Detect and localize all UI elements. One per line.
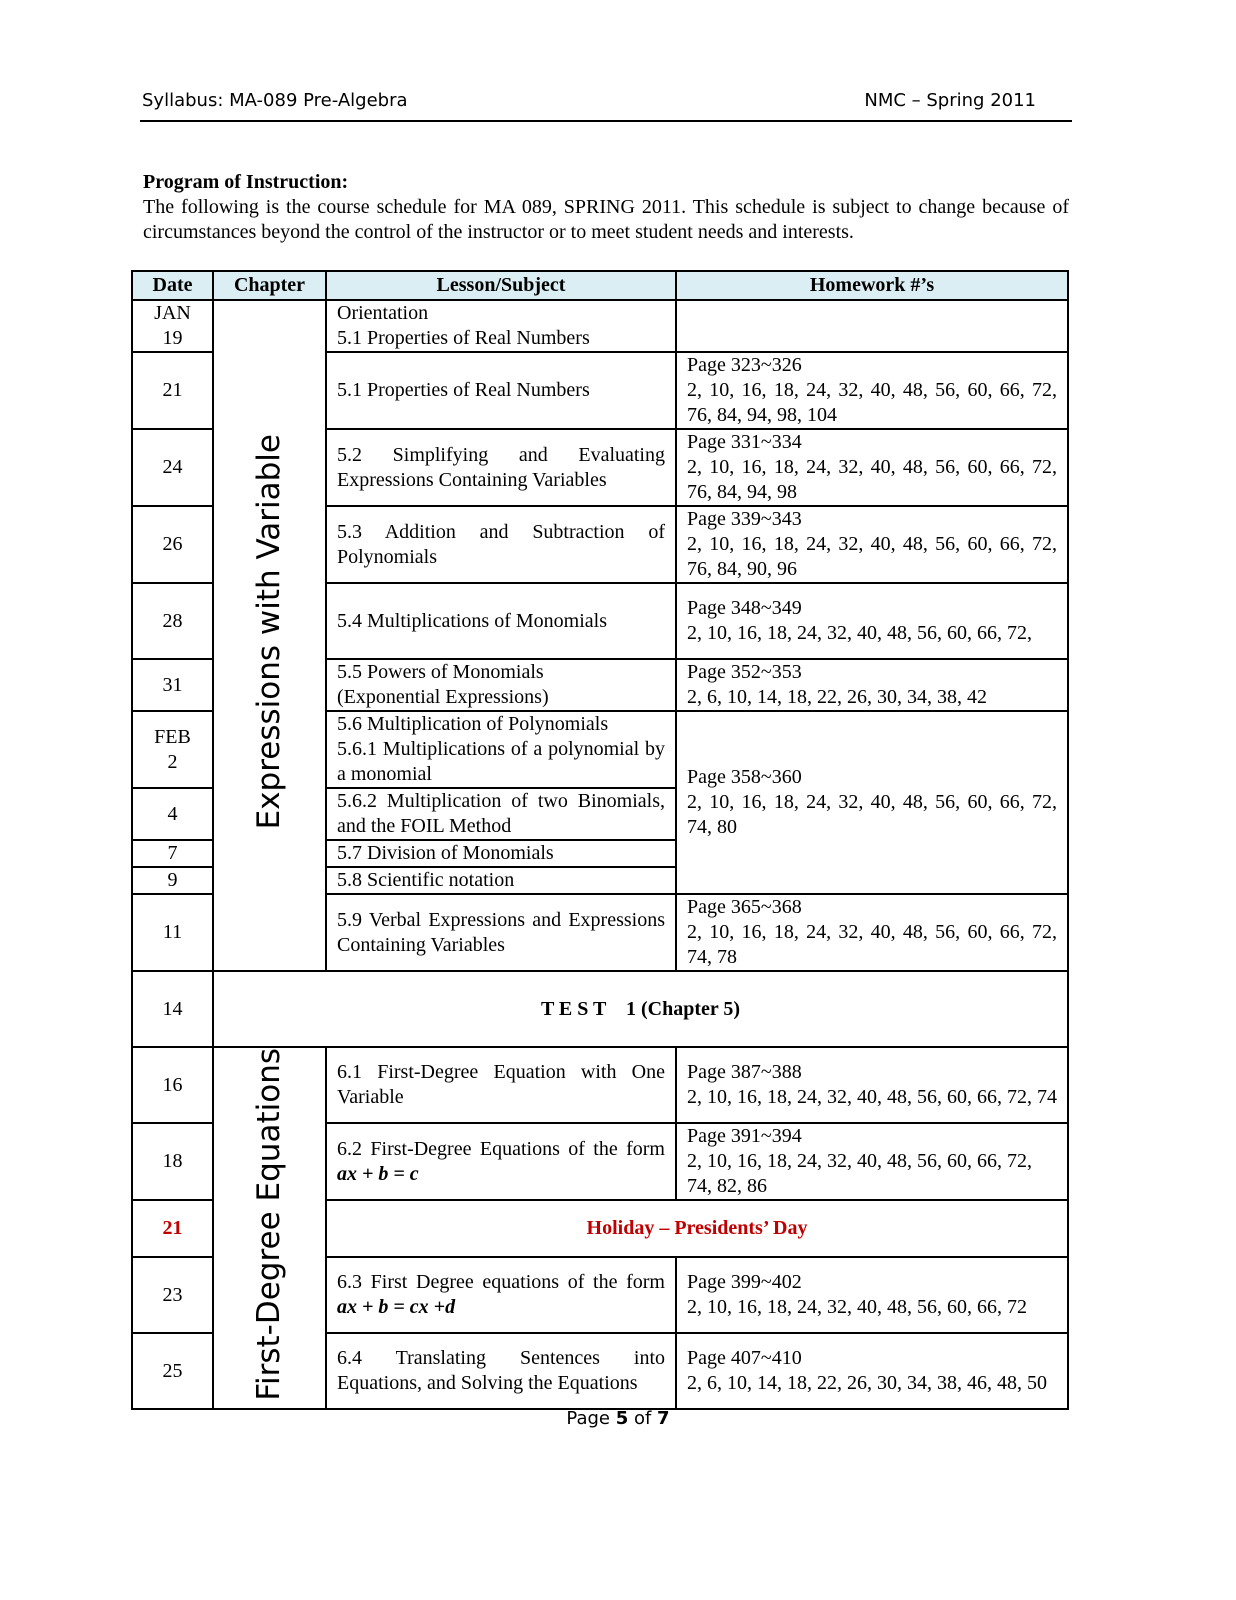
date-cell: FEB 2 <box>132 711 213 788</box>
col-lesson: Lesson/Subject <box>326 271 676 300</box>
date-cell: 9 <box>132 867 213 894</box>
homework-cell: Page 331~334 2, 10, 16, 18, 24, 32, 40, 48, 56, 60, 66, 72, 76, 84, 94, 98 <box>676 429 1068 506</box>
lesson-cell: 5.5 Powers of Monomials (Exponential Expressions) <box>326 659 676 711</box>
date-cell: 16 <box>132 1047 213 1123</box>
intro-text: The following is the course schedule for MA 089, SPRING 2011. This schedule is subject to change because of circumstances beyond the control of the instructor or to meet student needs and interests. <box>143 196 1069 243</box>
page-number: Page 5 of 7 <box>566 1408 670 1429</box>
date-cell: 11 <box>132 894 213 971</box>
date-cell: 26 <box>132 506 213 583</box>
homework-cell: Page 407~410 2, 6, 10, 14, 18, 22, 26, 30, 34, 38, 46, 48, 50 <box>676 1333 1068 1409</box>
table-row <box>132 1047 1068 1123</box>
chapter-label: First-Degree Equations <box>251 1048 287 1401</box>
header-term: NMC – Spring 2011 <box>864 90 1036 111</box>
date-cell: 7 <box>132 840 213 867</box>
lesson-cell: 5.9 Verbal Expressions and Expressions Containing Variables <box>326 894 676 971</box>
homework-cell: Page 391~394 2, 10, 16, 18, 24, 32, 40, 48, 56, 60, 66, 72, 74, 82, 86 <box>676 1123 1068 1200</box>
lesson-cell: Orientation 5.1 Properties of Real Numbers <box>326 300 676 352</box>
table-row-test <box>132 971 1068 1047</box>
homework-cell: Page 387~388 2, 10, 16, 18, 24, 32, 40, 48, 56, 60, 66, 72, 74 <box>676 1047 1068 1123</box>
lesson-cell: 5.6 Multiplication of Polynomials 5.6.1 Multiplications of a polynomial by a monomial <box>326 711 676 788</box>
formula: ax + b = cx +d <box>337 1296 456 1318</box>
homework-cell <box>676 300 1068 352</box>
intro <box>143 170 1069 245</box>
lesson-cell: 6.2 First-Degree Equations of the form ax + b = c <box>326 1123 676 1200</box>
date-cell: 21 <box>132 1200 213 1257</box>
formula: ax + b = c <box>337 1162 419 1185</box>
date-cell: 14 <box>132 971 213 1047</box>
test-cell: T E S T 1 (Chapter 5) <box>213 971 1068 1047</box>
col-chapter: Chapter <box>213 271 326 300</box>
lesson-cell: 5.3 Addition and Subtraction of Polynomials <box>326 506 676 583</box>
lesson-cell: 5.1 Properties of Real Numbers <box>326 352 676 429</box>
lesson-cell: 6.1 First-Degree Equation with One Variable <box>326 1047 676 1123</box>
chapter-cell <box>213 1047 326 1409</box>
chapter-label: Expressions with Variable <box>251 434 287 830</box>
homework-cell: Page 399~402 2, 10, 16, 18, 24, 32, 40, 48, 56, 60, 66, 72 <box>676 1257 1068 1333</box>
chapter-cell <box>213 300 326 971</box>
header-rule <box>140 120 1072 122</box>
homework-cell: Page 365~368 2, 10, 16, 18, 24, 32, 40, 48, 56, 60, 66, 72, 74, 78 <box>676 894 1068 971</box>
date-cell: JAN 19 <box>132 300 213 352</box>
col-homework: Homework #’s <box>676 271 1068 300</box>
col-date: Date <box>132 271 213 300</box>
homework-cell: Page 358~360 2, 10, 16, 18, 24, 32, 40, 48, 56, 60, 66, 72, 74, 80 <box>676 711 1068 894</box>
date-cell: 28 <box>132 583 213 659</box>
homework-cell: Page 323~326 2, 10, 16, 18, 24, 32, 40, 48, 56, 60, 66, 72, 76, 84, 94, 98, 104 <box>676 352 1068 429</box>
homework-cell: Page 348~349 2, 10, 16, 18, 24, 32, 40, 48, 56, 60, 66, 72, <box>676 583 1068 659</box>
date-cell: 4 <box>132 788 213 840</box>
table-row <box>132 300 1068 352</box>
lesson-cell: 5.4 Multiplications of Monomials <box>326 583 676 659</box>
lesson-cell: 6.4 Translating Sentences into Equations, and Solving the Equations <box>326 1333 676 1409</box>
date-cell: 31 <box>132 659 213 711</box>
homework-cell: Page 352~353 2, 6, 10, 14, 18, 22, 26, 30, 34, 38, 42 <box>676 659 1068 711</box>
lesson-cell: 5.2 Simplifying and Evaluating Expressions Containing Variables <box>326 429 676 506</box>
lesson-cell: 5.7 Division of Monomials <box>326 840 676 867</box>
date-cell: 18 <box>132 1123 213 1200</box>
schedule-table <box>131 270 1069 1410</box>
lesson-cell: 6.3 First Degree equations of the form ax + b = cx +d <box>326 1257 676 1333</box>
date-cell: 25 <box>132 1333 213 1409</box>
date-cell: 21 <box>132 352 213 429</box>
lesson-cell: 5.6.2 Multiplication of two Binomials, and the FOIL Method <box>326 788 676 840</box>
homework-cell: Page 339~343 2, 10, 16, 18, 24, 32, 40, 48, 56, 60, 66, 72, 76, 84, 90, 96 <box>676 506 1068 583</box>
date-cell: 23 <box>132 1257 213 1333</box>
section-title: Program of Instruction: <box>143 171 349 193</box>
lesson-cell: 5.8 Scientific notation <box>326 867 676 894</box>
header-course: Syllabus: MA-089 Pre-Algebra <box>142 90 408 111</box>
table-header-row <box>132 271 1068 300</box>
date-cell: 24 <box>132 429 213 506</box>
holiday-cell: Holiday – Presidents’ Day <box>326 1200 1068 1257</box>
